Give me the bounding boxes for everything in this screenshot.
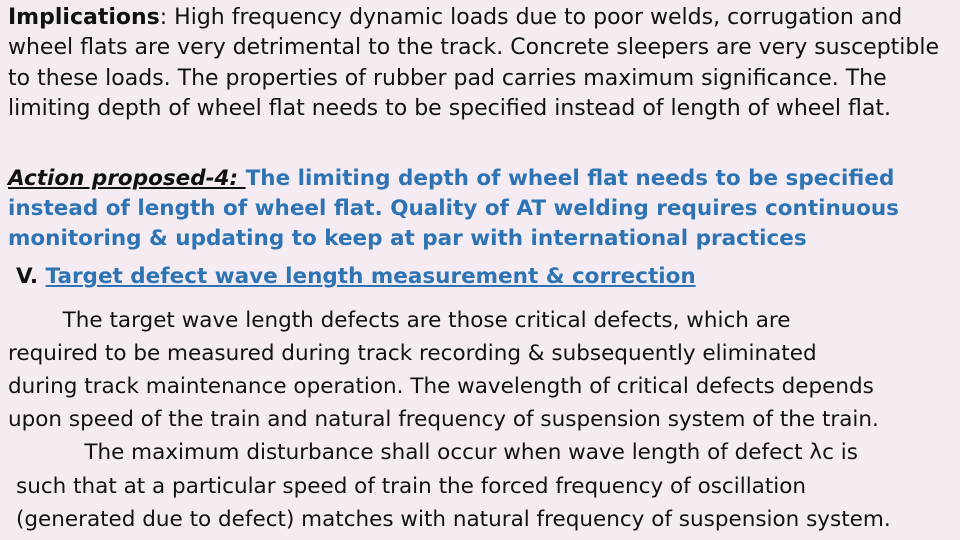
section-title: Target defect wave length measurement & correction (45, 264, 696, 289)
paragraph-line: The maximum disturbance shall occur when wave length of defect λc is (16, 440, 858, 465)
paragraph-line: The target wave length defects are those critical defects, which are (8, 308, 791, 333)
target-defect-paragraph (8, 304, 953, 436)
paragraph-line: such that at a particular speed of train the forced frequency of oscillation (16, 473, 807, 499)
implications-colon: : (159, 5, 168, 30)
section-number: V. (16, 264, 39, 289)
paragraph-line: required to be measured during track recording & subsequently eliminated (8, 341, 817, 366)
implications-text: High frequency dynamic loads due to poor welds, corrugation and wheel flats are very detrimental to the track. Concrete sleepers are very susceptible to these loads. The properties of rubber pad carries maximum significance. The limiting depth of wheel flat needs to be specified instead of length of wheel flat. (8, 5, 940, 122)
implications-paragraph (8, 3, 953, 125)
paragraph-line: upon speed of the train and natural frequency of suspension system of the train. (8, 407, 879, 432)
paragraph-line: (generated due to defect) matches with natural frequency of suspension system. (16, 507, 891, 532)
section-heading (16, 262, 696, 292)
action-proposed-paragraph (8, 164, 953, 254)
paragraph-line: during track maintenance operation. The wavelength of critical defects depends (8, 374, 874, 399)
implications-term: Implications (8, 5, 160, 30)
maximum-disturbance-paragraph (16, 436, 960, 537)
action-proposed-label: Action proposed-4: (8, 166, 246, 191)
action-proposed-text: The limiting depth of wheel flat needs to be specified instead of length of wheel flat. Quality of AT welding requires continuous monitoring & updating to keep at par with international practices (8, 166, 899, 251)
